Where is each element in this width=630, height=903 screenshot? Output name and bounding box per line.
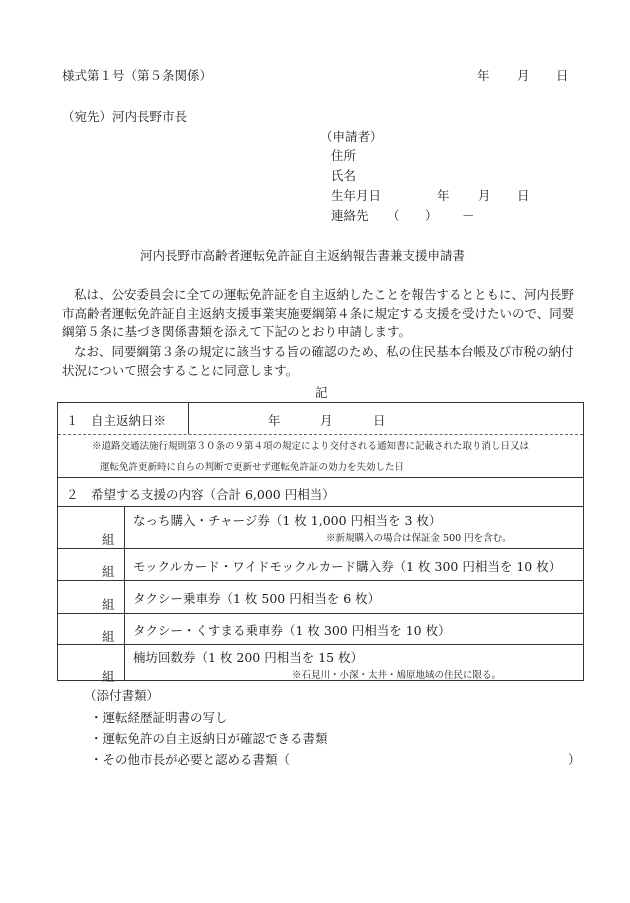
support-item-3-unit: 組	[102, 597, 115, 612]
support-item-1-note: ※新規購入の場合は保証金 500 円を含む。	[326, 533, 512, 544]
body-paragraph-2: なお、同要綱第３条の規定に該当する旨の確認のため、私の住民基本台帳及び市税の納付状況について照会することに同意します。	[62, 344, 574, 378]
addressee: （宛先）河内長野市長	[62, 109, 188, 124]
contact-paren-open: （	[387, 208, 400, 223]
attachments-heading: （添付書類）	[84, 688, 160, 703]
contact-dash: －	[462, 208, 475, 223]
return-date-note-line1: ※道路交通法施行規則第３０条の９第４項の規定により交付される通知書に記載された取り消し日又は	[92, 441, 530, 452]
header-month: 月	[517, 68, 530, 83]
header-day: 日	[556, 68, 569, 83]
form-number: 様式第１号（第５条関係）	[62, 68, 213, 83]
applicant-address-label: 住所	[331, 148, 357, 163]
applicant-contact-label: 連絡先	[331, 208, 369, 223]
support-item-1-unit: 組	[102, 532, 115, 547]
ki-label: 記	[315, 385, 328, 400]
document-title: 河内長野市高齢者運転免許証自主返納報告書兼支援申請書	[140, 248, 466, 263]
applicant-birth-day: 日	[517, 188, 530, 203]
support-item-1-label: なっち購入・チャージ券（1 枚 1,000 円相当を 3 枚）	[133, 513, 442, 528]
support-heading: ２ 希望する支援の内容（合計 6,000 円相当）	[66, 487, 335, 502]
return-month: 月	[320, 413, 333, 428]
support-item-5-unit: 組	[102, 669, 115, 684]
applicant-heading: （申請者）	[320, 129, 383, 144]
body-paragraph-1: 私は、公安委員会に全ての運転免許証を自主返納したことを報告するとともに、河内長野市高齢者運転免許証自主返納支援事業実施要綱第４条に規定する支援を受けたいので、同要綱第５条に基づき関係書類を添えて下記のとおり申請します。	[62, 287, 575, 339]
attachment-item-2: ・運転免許の自主返納日が確認できる書類	[90, 731, 328, 746]
return-date-label: １ 自主返納日※	[66, 413, 167, 428]
return-date-note-line2: 運転免許更新時に自らの判断で更新せず運転免許証の効力を失効した日	[100, 462, 405, 473]
applicant-birth-month: 月	[478, 188, 491, 203]
support-item-2-label: モックルカード・ワイドモックルカード購入券（1 枚 300 円相当を 10 枚）	[133, 559, 562, 574]
applicant-birth-label: 生年月日	[331, 188, 382, 203]
return-year: 年	[268, 413, 281, 428]
applicant-birth-year: 年	[437, 188, 450, 203]
header-year: 年	[477, 68, 490, 83]
support-item-2-unit: 組	[102, 564, 115, 579]
support-item-4-unit: 組	[102, 629, 115, 644]
attachment-item-3: ・その他市長が必要と認める書類（	[90, 752, 291, 767]
attachment-close-paren: ）	[568, 752, 581, 767]
support-item-5-note: ※石見川・小深・太井・鳩原地域の住民に限る。	[292, 670, 502, 681]
support-item-4-label: タクシー・くすまる乗車券（1 枚 300 円相当を 10 枚）	[133, 623, 451, 638]
return-day: 日	[373, 413, 386, 428]
attachment-item-1: ・運転経歴証明書の写し	[90, 710, 228, 725]
support-item-5-label: 楠坊回数券（1 枚 200 円相当を 15 枚）	[133, 650, 364, 665]
applicant-name-label: 氏名	[331, 168, 357, 183]
contact-paren-close: ）	[425, 208, 438, 223]
support-item-3-label: タクシー乗車券（1 枚 500 円相当を 6 枚）	[133, 591, 381, 606]
